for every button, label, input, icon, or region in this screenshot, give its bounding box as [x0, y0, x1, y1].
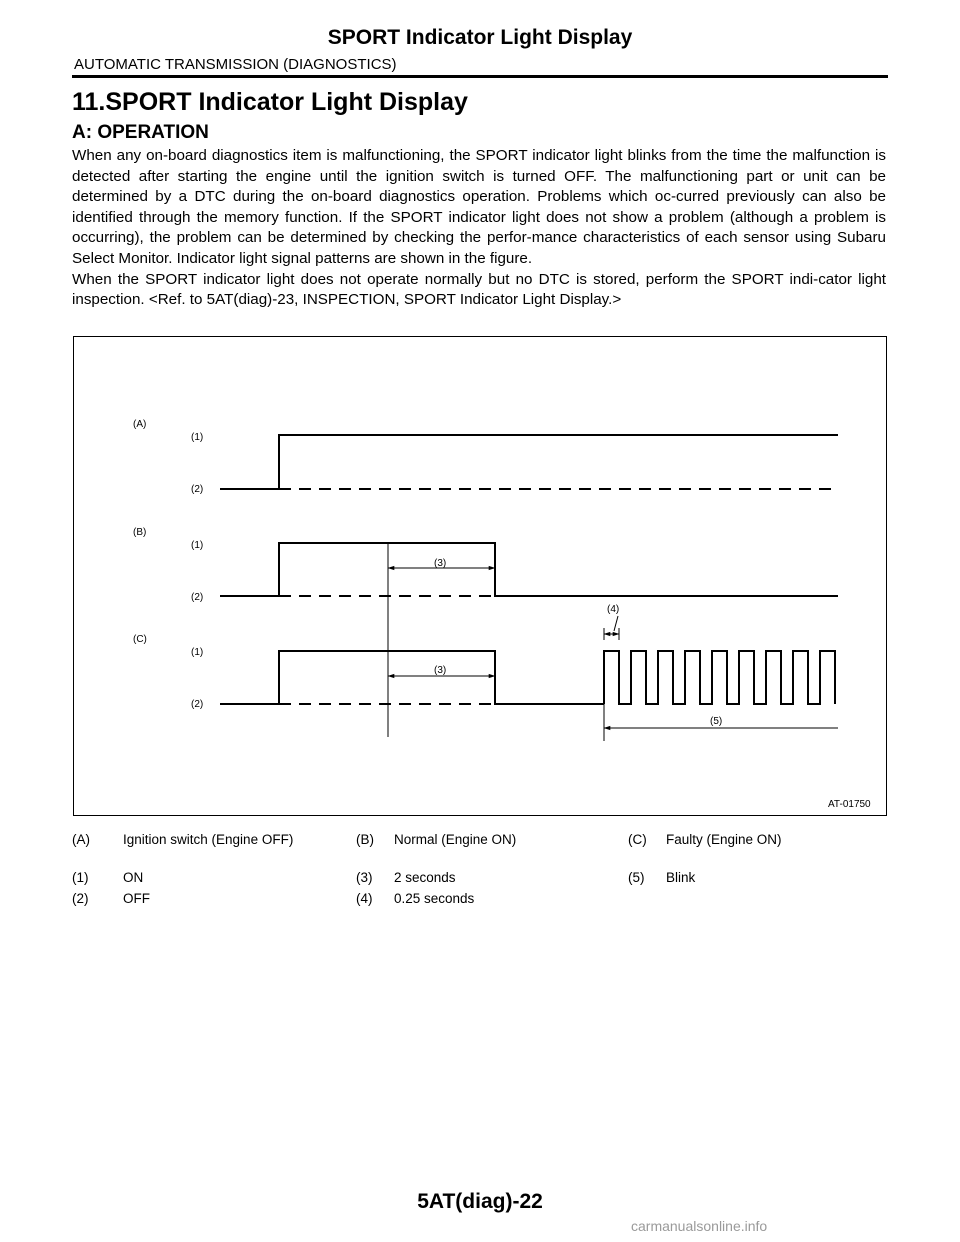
- legend-row: [72, 891, 888, 909]
- legend-text: Ignition switch (Engine OFF): [123, 832, 294, 847]
- page-header-subtitle: AUTOMATIC TRANSMISSION (DIAGNOSTICS): [74, 56, 397, 73]
- paragraph-operation: When any on-board diagnostics item is malfunctioning, the SPORT indicator light blinks from the time the malfunction is detected after starting the engine until the ignition switch is turned OFF. The malfunctioning part or unit can be determined by a DTC during the on-board diagnostics operation. Problems which oc-curred previously can also be identified through the memory function. If the SPORT indicator light does not show a problem (although a problem is occurring), the problem can be determined by checking the perfor-mance characteristics of each sensor using Subaru Select Monitor. Indicator light signal patterns are shown in the figure.: [72, 147, 886, 267]
- label-c-duration: (3): [434, 665, 447, 676]
- legend-text: 0.25 seconds: [394, 891, 475, 906]
- section-title: 11.SPORT Indicator Light Display: [72, 88, 468, 116]
- legend-code: (C): [628, 832, 647, 847]
- label-pulse: (4): [607, 604, 620, 615]
- label-b-on: (1): [191, 540, 204, 551]
- legend-code: (2): [72, 891, 89, 906]
- header-divider: [72, 75, 888, 78]
- page-header-title: SPORT Indicator Light Display: [327, 26, 633, 49]
- legend-code: (A): [72, 832, 90, 847]
- label-row-a: (A): [133, 419, 147, 430]
- signal-b: [220, 543, 838, 596]
- timing-diagram: [73, 336, 887, 816]
- paragraph-inspection-ref: When the SPORT indicator light does not operate normally but no DTC is stored, perform the SPORT indi-cator light inspection. <Ref. to 5AT(diag)-23, INSPECTION, SPORT Indicator Light Display.>: [72, 270, 886, 309]
- label-c-on: (1): [191, 647, 204, 658]
- legend-row: [72, 870, 888, 888]
- timing-diagram-svg: [74, 337, 888, 817]
- label-a-on: (1): [191, 432, 204, 443]
- figure-id: AT-01750: [828, 799, 871, 810]
- legend-code: (1): [72, 870, 89, 885]
- legend-code: (B): [356, 832, 374, 847]
- signal-a: [220, 435, 838, 489]
- watermark: carmanualsonline.info: [631, 1218, 768, 1234]
- legend-text: ON: [123, 870, 144, 885]
- body-text: [72, 146, 886, 311]
- label-row-c: (C): [133, 634, 147, 645]
- legend-row: [72, 832, 888, 850]
- legend-text: 2 seconds: [394, 870, 456, 885]
- label-a-off: (2): [191, 484, 204, 495]
- pulse-leader: [614, 616, 618, 631]
- legend-code: (4): [356, 891, 373, 906]
- label-c-off: (2): [191, 699, 204, 710]
- page-footer-id: 5AT(diag)-22: [417, 1190, 543, 1213]
- legend-text: OFF: [123, 891, 150, 906]
- legend-text: Normal (Engine ON): [394, 832, 517, 847]
- label-blink: (5): [710, 716, 723, 727]
- label-b-duration: (3): [434, 558, 447, 569]
- legend-text: Blink: [666, 870, 696, 885]
- label-row-b: (B): [133, 527, 147, 538]
- subsection-title: A: OPERATION: [72, 122, 209, 143]
- legend-text: Faulty (Engine ON): [666, 832, 782, 847]
- legend-code: (5): [628, 870, 645, 885]
- signal-c-blink: [604, 651, 835, 704]
- signal-c: [220, 651, 604, 704]
- label-b-off: (2): [191, 592, 204, 603]
- legend-code: (3): [356, 870, 373, 885]
